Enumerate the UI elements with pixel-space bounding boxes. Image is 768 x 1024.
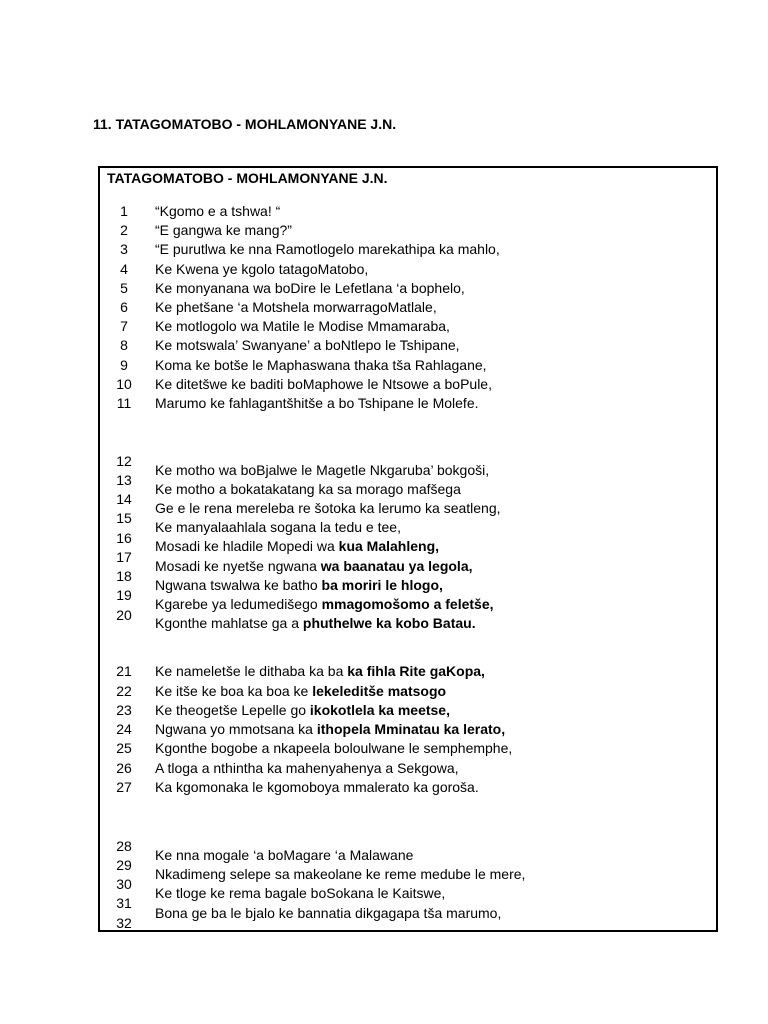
line-number: 15: [116, 510, 132, 526]
poem-line-text: Ke manyalaahlala sogana la tedu e tee,: [155, 519, 401, 535]
document-heading: 11. TATAGOMATOBO - MOHLAMONYANE J.N.: [93, 116, 397, 132]
poem-line: [155, 778, 479, 796]
poem-line-text: Kgonthe bogobe a nkapeela boloulwane le semphemphe,: [155, 740, 513, 756]
poem-line-text: Ke itše ke boa ka boa ke: [155, 683, 313, 699]
line-number: 22: [116, 683, 132, 699]
poem-line-text: Ke motho a bokatakatang ka sa morago mafšega: [155, 481, 461, 497]
poem-line-text: Mosadi ke nyetše ngwana: [155, 558, 321, 574]
line-number: 30: [116, 876, 132, 892]
poem-line-text: Ke nna mogale ‘a boMagare ‘a Malawane: [155, 847, 414, 863]
poem-line: [155, 904, 501, 922]
poem-line-text: Mosadi ke hladile Mopedi wa: [155, 538, 339, 554]
poem-line-text: Ke theogetše Lepelle go: [155, 702, 310, 718]
line-number: 21: [116, 663, 132, 679]
poem-line: [155, 518, 401, 536]
poem-line-bold-text: mmagomošomo a feletše,: [321, 596, 494, 612]
line-number: 13: [116, 472, 132, 488]
line-number: 14: [116, 491, 132, 507]
poem-line-text: Ke motlogolo wa Matile le Modise Mmamaraba,: [155, 318, 450, 334]
poem-line-text: Ngwana yo mmotsana ka: [155, 721, 317, 737]
poem-box: [98, 166, 718, 932]
poem-line-text: Koma ke botše le Maphaswana thaka tša Rahlagane,: [155, 357, 487, 373]
poem-line: [155, 682, 446, 700]
poem-line: [155, 394, 479, 412]
poem-line-bold-text: ikokotlela ka meetse,: [309, 702, 450, 718]
poem-line-bold-text: ka fihla Rite gaKopa,: [347, 663, 485, 679]
line-number: 12: [116, 453, 132, 469]
poem-line-text: A tloga a nthintha ka mahenyahenya a Sekgowa,: [155, 760, 459, 776]
line-number: 24: [116, 721, 132, 737]
poem-line: [155, 356, 487, 374]
line-number: 7: [120, 318, 128, 334]
poem-line: [155, 662, 485, 680]
poem-line: [155, 739, 512, 757]
line-number: 5: [120, 280, 128, 296]
poem-line: [155, 865, 525, 883]
poem-line-bold-text: phuthelwe ka kobo Batau.: [302, 615, 476, 631]
poem-line: [155, 317, 450, 335]
line-number: 3: [120, 241, 128, 257]
line-number: 23: [116, 702, 132, 718]
poem-line: [155, 336, 460, 354]
poem-line-bold-text: kua Malahleng,: [338, 538, 440, 554]
poem-line: [155, 576, 443, 594]
poem-line-text: Ka kgomonaka le kgomoboya mmalerato ka goroša.: [155, 779, 479, 795]
line-number: 1: [120, 203, 128, 219]
line-number: 17: [116, 549, 132, 565]
line-number: 10: [116, 376, 132, 392]
line-number: 6: [120, 299, 128, 315]
poem-line: [155, 375, 492, 393]
line-number: 32: [116, 915, 132, 931]
poem-line: [155, 461, 489, 479]
poem-line: [155, 720, 505, 738]
poem-line: [155, 846, 413, 864]
poem-line: [155, 279, 465, 297]
poem-line: [155, 595, 494, 613]
line-number: 27: [116, 779, 132, 795]
poem-line-bold-text: ithopela Mminatau ka lerato,: [316, 721, 506, 737]
poem-line-text: Ge e le rena mereleba re šotoka ka lerumo ka seatleng,: [155, 500, 501, 516]
line-number: 20: [116, 607, 132, 623]
line-number: 31: [116, 895, 132, 911]
poem-line-text: “Kgomo e a tshwa! “: [155, 203, 281, 219]
poem-line: [155, 701, 450, 719]
poem-line: [155, 614, 476, 632]
poem-line-text: Ke Kwena ye kgolo tatagoMatobo,: [155, 261, 369, 277]
poem-line: [155, 298, 437, 316]
poem-line-text: Marumo ke fahlagantšhitše a bo Tshipane le Molefe.: [155, 395, 479, 411]
poem-line-text: Ke nameletše le dithaba ka ba: [155, 663, 348, 679]
poem-line-bold-text: wa baanatau ya legola,: [320, 558, 473, 574]
line-number: 25: [116, 740, 132, 756]
poem-line-text: “E gangwa ke mang?”: [155, 222, 292, 238]
poem-line: [155, 260, 368, 278]
poem-line-text: Ngwana tswalwa ke batho: [155, 577, 322, 593]
poem-line: [155, 240, 500, 258]
line-number: 2: [120, 222, 128, 238]
poem-line-text: Ke monyanana wa boDire le Lefetlana ‘a bophelo,: [155, 280, 465, 296]
poem-line: [155, 884, 445, 902]
line-number: 9: [120, 357, 128, 373]
line-number: 29: [116, 857, 132, 873]
poem-line-text: “E purutlwa ke nna Ramotlogelo marekathipa ka mahlo,: [155, 241, 500, 257]
line-number: 19: [116, 587, 132, 603]
poem-line-text: Ke motho wa boBjalwe le Magetle Nkgaruba’ bokgoši,: [155, 462, 490, 478]
poem-line-text: Ke motswala’ Swanyane’ a boNtlepo le Tshipane,: [155, 337, 460, 353]
poem-line: [155, 557, 473, 575]
poem-line: [155, 759, 459, 777]
poem-line-text: Bona ge ba le bjalo ke bannatia dikgagapa tša marumo,: [155, 905, 502, 921]
line-number: 16: [116, 530, 132, 546]
poem-line-text: Ke phetšane ‘a Motshela morwarragoMatlale,: [155, 299, 437, 315]
poem-line-text: Ke ditetšwe ke baditi boMaphowe le Ntsowe a boPule,: [155, 376, 492, 392]
poem-line: [155, 202, 280, 220]
poem-title: TATAGOMATOBO - MOHLAMONYANE J.N.: [107, 170, 388, 186]
poem-line-text: Ke tloge ke rema bagale boSokana le Kaitswe,: [155, 885, 446, 901]
line-number: 26: [116, 760, 132, 776]
poem-line-text: Kgonthe mahlatse ga a: [155, 615, 303, 631]
line-number: 28: [116, 838, 132, 854]
line-number: 18: [116, 568, 132, 584]
poem-line-text: Kgarebe ya ledumedišego: [155, 596, 322, 612]
poem-line-text: Nkadimeng selepe sa makeolane ke reme medube le mere,: [155, 866, 526, 882]
poem-line: [155, 221, 292, 239]
poem-line: [155, 537, 439, 555]
line-number: 8: [120, 337, 128, 353]
poem-line: [155, 499, 501, 517]
poem-line: [155, 480, 461, 498]
line-number: 4: [120, 261, 128, 277]
poem-line-bold-text: lekeleditše matsogo: [312, 683, 447, 699]
poem-line-bold-text: ba moriri le hlogo,: [321, 577, 443, 593]
line-number: 11: [116, 395, 132, 411]
